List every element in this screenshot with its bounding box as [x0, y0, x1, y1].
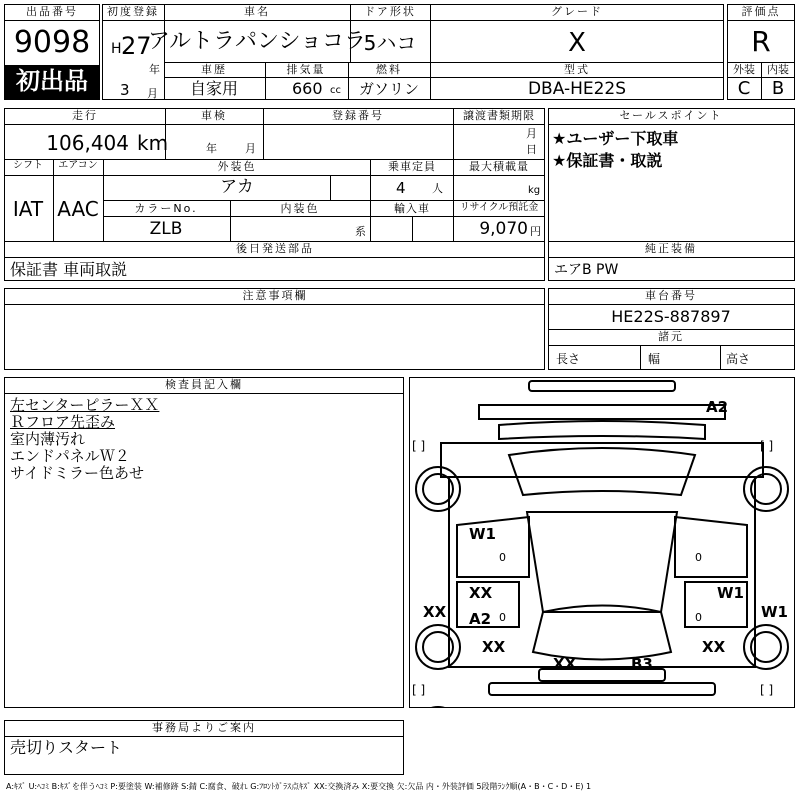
first-listing-text: 初出品: [16, 67, 88, 95]
damage-mark-w1-left: W1: [469, 525, 496, 543]
aircon: AAC: [57, 197, 99, 221]
chassis-label: 車台番号: [645, 289, 697, 302]
mileage-label: 走行: [72, 109, 98, 122]
inspection-year-unit: 年: [206, 142, 217, 155]
ext-color-label: 外装色: [217, 160, 257, 173]
load-label: 最大積載量: [469, 160, 529, 173]
import-label: 輸入車: [394, 202, 430, 215]
fuel-label: 燃料: [376, 63, 402, 76]
inspector-label: 検査員記入欄: [165, 378, 243, 391]
grade: X: [568, 28, 586, 58]
bracket-mark-3: [ ]: [412, 683, 426, 697]
inspection-month-unit: 月: [245, 142, 256, 155]
ext-grade: C: [737, 78, 751, 99]
transfer-label: 譲渡書類期限: [463, 109, 535, 122]
width-label: 幅: [648, 352, 661, 366]
int-color-unit: 系: [355, 225, 366, 238]
recycle-label: リサイクル預託金: [459, 202, 539, 213]
damage-mark-xx-left-2: XX: [482, 638, 506, 656]
cc-unit: cc: [330, 85, 341, 96]
damage-mark-xx-rear: XX: [553, 655, 577, 673]
genuine-equip-label: 純正装備: [645, 242, 697, 255]
length-label: 長さ: [556, 352, 581, 366]
load-unit: kg: [528, 185, 541, 196]
later-parts: 保証書 車両取説: [10, 260, 128, 279]
grade-label: グレード: [551, 5, 603, 18]
genuine-equip: エアB PW: [554, 262, 619, 278]
damage-mark-xx-left-1: XX: [469, 584, 493, 602]
zero-mark-4: 0: [695, 611, 702, 624]
transfer-day-unit: 日: [526, 143, 537, 156]
reg-year: 27: [121, 32, 152, 60]
damage-mark-xx-right: XX: [702, 638, 726, 656]
int-grade-label: 内装: [767, 63, 789, 76]
chassis-number: HE22S-887897: [611, 307, 731, 326]
damage-mark-a2-left: A2: [469, 610, 492, 628]
model: DBA-HE22S: [527, 79, 627, 99]
sales-point-2: ★保証書・取説: [552, 151, 663, 170]
int-color-label: 内装色: [280, 202, 320, 215]
year-unit: 年: [149, 63, 160, 76]
seats-unit: 人: [432, 182, 443, 195]
cc-label: 排気量: [286, 63, 326, 76]
shift-label: シフト: [13, 160, 43, 171]
car-name: アルトラパンショコラ: [147, 29, 367, 54]
month-unit: 月: [147, 87, 158, 100]
model-label: 型式: [564, 63, 590, 76]
bracket-mark-1: [ ]: [412, 439, 426, 453]
ext-color: アカ: [220, 177, 254, 197]
remark-3: 室内薄汚れ: [10, 430, 86, 448]
remark-4: エンドパネルＷ２: [10, 447, 130, 465]
int-grade: B: [771, 78, 785, 99]
reg-month: 3: [120, 81, 130, 99]
bracket-mark-4: [ ]: [760, 683, 774, 697]
displacement: 660: [292, 79, 323, 98]
lot-number-label: 出品番号: [26, 5, 78, 18]
office-note: 売切りスタート: [10, 738, 123, 757]
dims-label: 諸元: [658, 330, 684, 343]
height-label: 高さ: [726, 352, 751, 366]
damage-mark-b3-rear: B3: [631, 655, 653, 673]
zero-mark-3: 0: [499, 611, 506, 624]
era-label: H: [111, 41, 122, 57]
damage-mark-w1-right: W1: [717, 584, 744, 602]
first-reg-label: 初度登録: [107, 5, 159, 18]
door-label: ドア形状: [364, 5, 416, 18]
damage-mark-xx-side-left: XX: [423, 603, 447, 621]
bracket-mark-2: [ ]: [760, 439, 774, 453]
remark-5: サイドミラー色あせ: [10, 464, 144, 482]
damage-legend: A:ｷｽﾞ U:ﾍｺﾐ B:ｷｽﾞを伴うﾍｺﾐ P:要塗装 W:補修跡 S:錆 C:腐食、破れ G:ﾌﾛﾝﾄｶﾞﾗｽ点ｷｽﾞ XX:交換済み X:要交換 欠:欠品 内・外装評価 5段階ﾗﾝｸ順(A・B・C・D・E) 1: [6, 782, 592, 791]
car-diagram: [409, 377, 795, 708]
ac-label: エアコン: [58, 160, 98, 171]
mileage-unit: km: [137, 131, 169, 155]
seats-label: 乗車定員: [388, 160, 436, 173]
car-name-label: 車名: [244, 5, 270, 18]
damage-mark-w1-side-right: W1: [761, 603, 788, 621]
shift: IAT: [12, 197, 44, 221]
history-label: 車歴: [201, 63, 227, 76]
score: R: [751, 25, 771, 58]
recycle-fee: 9,070: [479, 219, 528, 239]
zero-mark-1: 0: [499, 551, 506, 564]
mileage: 106,404: [46, 131, 129, 155]
door-type: 5ハコ: [363, 31, 417, 55]
plate-label: 登録番号: [332, 109, 384, 122]
inspection-label: 車検: [201, 109, 227, 122]
score-label: 評価点: [741, 5, 781, 18]
office-label: 事務局よりご案内: [152, 721, 256, 734]
lot-number: 9098: [13, 25, 91, 60]
sales-points-label: セールスポイント: [619, 109, 723, 122]
color-no: ZLB: [149, 219, 183, 239]
seats: 4: [396, 179, 406, 197]
fuel: ガソリン: [358, 80, 420, 98]
damage-mark-a2-top: A2: [706, 398, 729, 416]
color-no-label: カラーNo.: [134, 202, 198, 215]
sales-point-1: ★ユーザー下取車: [552, 129, 679, 148]
later-parts-label: 後日発送部品: [236, 242, 314, 255]
ext-grade-label: 外装: [733, 63, 755, 76]
zero-mark-2: 0: [695, 551, 702, 564]
remark-1: 左センターピラーＸＸ: [10, 396, 160, 414]
history: 自家用: [189, 79, 239, 98]
transfer-month-unit: 月: [526, 127, 537, 140]
recycle-unit: 円: [530, 225, 541, 238]
remark-2: Ｒフロア先歪み: [10, 413, 116, 431]
notes-label: 注意事項欄: [242, 289, 308, 302]
